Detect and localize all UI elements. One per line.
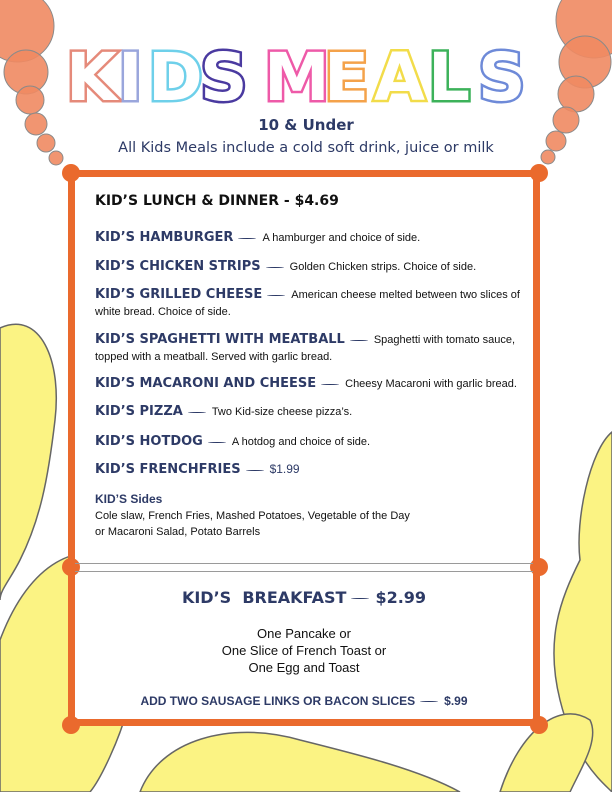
sides-heading: KID’S Sides <box>95 492 163 506</box>
item-name: KID’S PIZZA <box>95 404 183 419</box>
title-lettering <box>56 36 556 116</box>
menu-item-chicken-strips <box>95 258 520 276</box>
item-description: Spaghetti with tomato sauce, topped with a meatball. Served with garlic bread. <box>95 334 516 363</box>
drink-note: All Kids Meals include a cold soft drink, juice or milk <box>118 140 494 156</box>
menu-title <box>0 36 612 116</box>
dash-icon <box>208 442 226 443</box>
breakfast-addon <box>75 694 533 708</box>
sides-line: Cole slaw, French Fries, Mashed Potatoes, Vegetable of the Day <box>95 510 410 522</box>
item-name: KID’S HOTDOG <box>95 434 203 449</box>
dash-icon <box>321 384 339 385</box>
item-price: $1.99 <box>269 462 300 476</box>
menu-item-frenchfries <box>95 461 520 479</box>
title-letter: S <box>478 39 526 116</box>
title-letter: L <box>428 39 471 116</box>
dash-icon <box>266 267 284 268</box>
item-name: KID’S SPAGHETTI WITH MEATBALL <box>95 332 345 347</box>
dash-icon <box>246 470 264 471</box>
breakfast-option: One Slice of French Toast or <box>221 643 387 658</box>
sides-line: or Macaroni Salad, Potato Barrels <box>95 526 261 538</box>
item-description: Cheesy Macaroni with garlic bread. <box>345 378 517 390</box>
title-letter: M <box>264 39 330 116</box>
dash-icon <box>351 598 369 599</box>
breakfast-title: KID’S BREAKFAST <box>181 588 347 607</box>
item-name: KID’S FRENCHFRIES <box>95 462 241 477</box>
dash-icon <box>420 701 438 702</box>
item-name: KID’S GRILLED CHEESE <box>95 287 263 302</box>
item-name: KID’S HAMBURGER <box>95 230 234 245</box>
frame-corner-top-right <box>530 164 548 182</box>
menu-item-hamburger <box>95 229 520 247</box>
section-divider <box>75 571 533 572</box>
item-name: KID’S MACARONI AND CHEESE <box>95 376 317 391</box>
addon-text: ADD TWO SAUSAGE LINKS OR BACON SLICES <box>140 694 416 708</box>
dash-icon <box>350 340 368 341</box>
breakfast-option: One Pancake or <box>257 626 351 641</box>
item-description: A hamburger and choice of side. <box>262 232 421 244</box>
addon-price: $.99 <box>444 694 468 708</box>
dash-icon <box>188 412 206 413</box>
title-letter: K <box>66 39 118 116</box>
frame-corner-bottom-left <box>62 716 80 734</box>
breakfast-price: $2.99 <box>375 588 427 607</box>
title-letter: D <box>148 39 203 116</box>
dash-icon <box>238 238 256 239</box>
menu-item-spaghetti <box>95 331 520 366</box>
lunch-dinner-heading: KID’S LUNCH & DINNER - $4.69 <box>95 193 339 209</box>
breakfast-heading <box>75 588 533 607</box>
item-description: Golden Chicken strips. Choice of side. <box>289 261 477 273</box>
item-description: A hotdog and choice of side. <box>231 436 371 448</box>
menu-item-pizza <box>95 403 520 421</box>
frame-divider-node-left <box>62 558 80 576</box>
item-name: KID’S CHICKEN STRIPS <box>95 259 261 274</box>
frame-corner-top-left <box>62 164 80 182</box>
breakfast-option: One Egg and Toast <box>248 660 360 675</box>
section-divider <box>75 563 533 564</box>
frame-divider-node-right <box>530 558 548 576</box>
title-letter: A <box>374 39 426 116</box>
menu-item-hotdog <box>95 433 520 451</box>
title-letter: S <box>200 39 248 116</box>
menu-item-macaroni <box>95 375 520 393</box>
frame-corner-bottom-right <box>530 716 548 734</box>
title-letter: I <box>118 39 143 116</box>
sides-section <box>95 491 520 540</box>
menu-item-grilled-cheese <box>95 286 520 321</box>
item-description: American cheese melted between two slices of white bread. Choice of side. <box>95 289 520 318</box>
title-letter: E <box>324 39 370 116</box>
item-description: Two Kid-size cheese pizza’s. <box>211 406 353 418</box>
age-note: 10 & Under <box>258 116 354 134</box>
dash-icon <box>267 295 285 296</box>
